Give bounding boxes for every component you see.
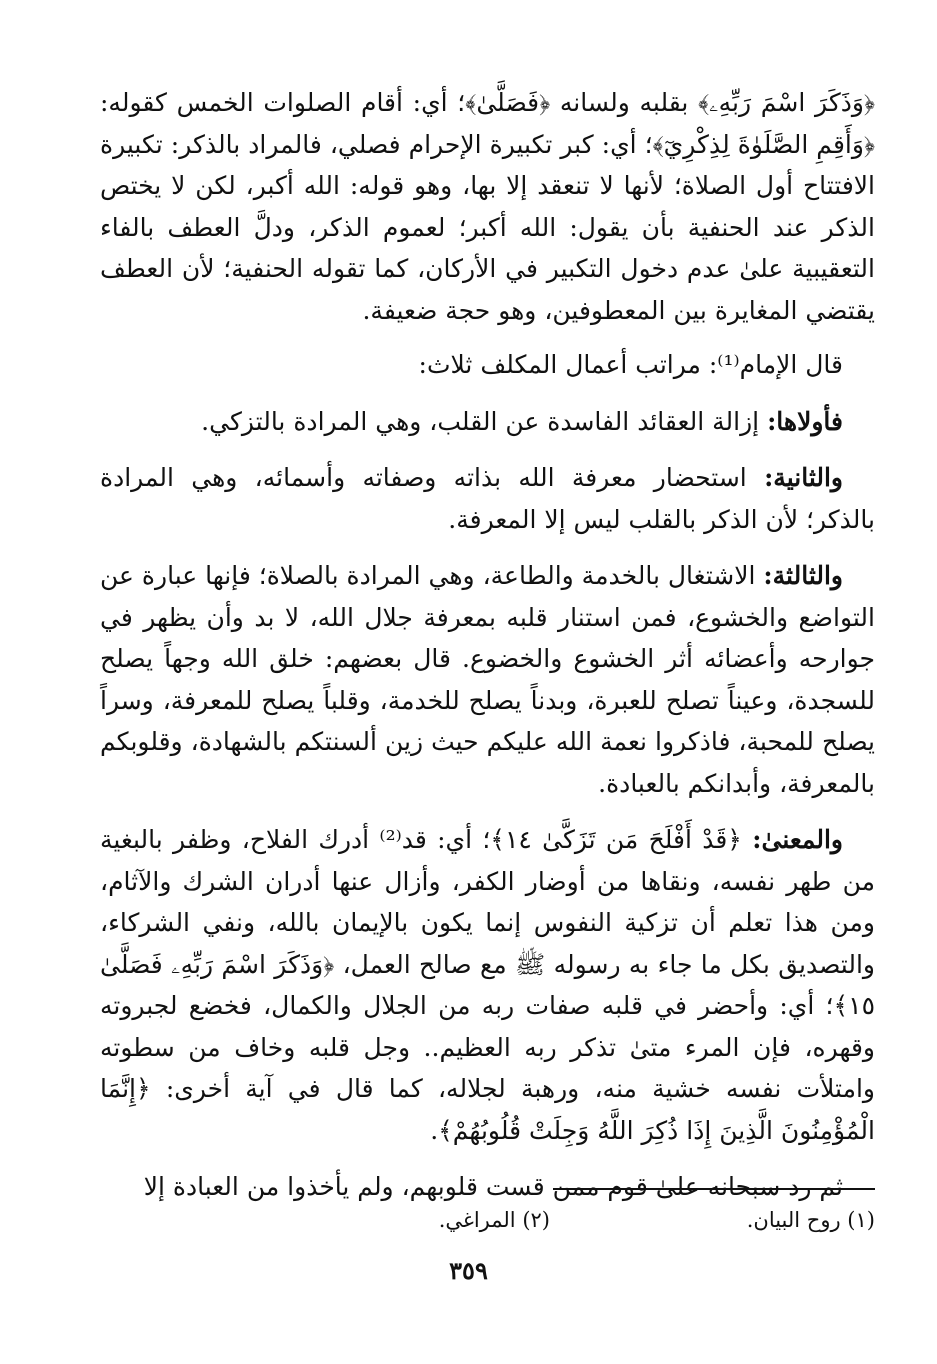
footnote-2: (٢) المراغي. [438, 1208, 550, 1232]
paragraph-imam-quote: قال الإمام⁽¹⁾: مراتب أعمال المكلف ثلاث: [418, 350, 843, 379]
text-third-rank: الاشتغال بالخدمة والطاعة، وهي المرادة بالصلاة؛ فإنها عبارة عن التواضع والخشوع، فمن استنار قلبه بمعرفة جلال الله، لا بد وأن يظهر في جوارحه وأعضائه أثر الخشوع والخضوع. قال بعضهم: خلق الله وجهاً يصلح للسجدة، وعيناً تصلح للعبرة، وبدناً يصلح للخدمة، وقلباً يصلح للمعرفة، وسراً يصلح للمحبة، فاذكروا نعمة الله عليكم حيث زين ألسنتكم بالشهادة، وقلوبكم بالمعرفة، وأبدانكم بالعبادة. [100, 561, 875, 798]
page-number: ٣٥٩ [449, 1256, 488, 1285]
lead-second: والثانية: [764, 463, 843, 492]
lead-third: والثالثة: [763, 561, 843, 590]
footnote-1: (١) روح البيان. [746, 1208, 875, 1232]
paragraph-second-rank [100, 457, 875, 540]
lead-first: فأولاها: [767, 406, 843, 436]
main-text [100, 82, 875, 1223]
footnotes [100, 1202, 875, 1242]
text-first-rank: إزالة العقائد الفاسدة عن القلب، وهي المرادة بالتزكي. [201, 406, 760, 436]
lead-meaning: والمعنىٰ: [752, 825, 844, 854]
footnote-divider [553, 1188, 875, 1190]
paragraph-intro: ﴿وَذَكَرَ اسْمَ رَبِّهِۦ﴾ بقلبه ولسانه ﴿فَصَلَّىٰ﴾؛ أي: أقام الصلوات الخمس كقوله: ﴿وَأَقِمِ الصَّلَوٰةَ لِذِكْرِيٓ﴾؛ أي: كبر تكبيرة الإحرام فصلي، فالمراد بالذكر: تكبيرة الافتتاح أول الصلاة؛ لأنها لا تنعقد إلا بها، وهو قوله: الله أكبر، لكن لا يختص الذكر عند الحنفية بأن يقول: الله أكبر؛ لعموم الذكر، ودلَّ العطف بالفاء التعقيبية علىٰ عدم دخول التكبير في الأركان، كما تقوله الحنفية؛ لأن العطف يقتضي المغايرة بين المعطوفين، وهو حجة ضعيفة. [100, 88, 875, 325]
paragraph-meaning [100, 819, 875, 1151]
text-meaning: ﴿قَدْ أَفْلَحَ مَن تَزَكَّىٰ ١٤﴾؛ أي: قد⁽²⁾ أدرك الفلاح، وظفر بالبغية من طهر نفسه، ونقاها من أوضار الكفر، وأزال عنها أدران الشرك والآثام، ومن هذا تعلم أن تزكية النفوس إنما يكون بالإيمان بالله، ونفي الشركاء، والتصديق بكل ما جاء به رسوله ﷺ مع صالح العمل، ﴿وَذَكَرَ اسْمَ رَبِّهِۦ فَصَلَّىٰ ١٥﴾؛ أي: وأحضر في قلبه صفات ربه من الجلال والكمال، فخضع لجبروته وقهره، فإن المرء متىٰ تذكر ربه العظيم.. وجل قلبه وخاف من سطوته وامتلأت نفسه خشية منه، ورهبة لجلاله، كما قال في آية أخرى: ﴿إِنَّمَا الْمُؤْمِنُونَ الَّذِينَ إِذَا ذُكِرَ اللَّهُ وَجِلَتْ قُلُوبُهُمْ﴾. [100, 825, 875, 1145]
paragraph-third-rank [100, 555, 875, 804]
paragraph-first-rank [100, 401, 875, 443]
text-second-rank: استحضار معرفة الله بذاته وصفاته وأسمائه، وهي المرادة بالذكر؛ لأن الذكر بالقلب ليس إلا المعرفة. [100, 463, 875, 534]
paragraph-continuation: ثم رد سبحانه علىٰ قوم ممن قست قلوبهم، ولم يأخذوا من العبادة إلا [143, 1172, 843, 1201]
